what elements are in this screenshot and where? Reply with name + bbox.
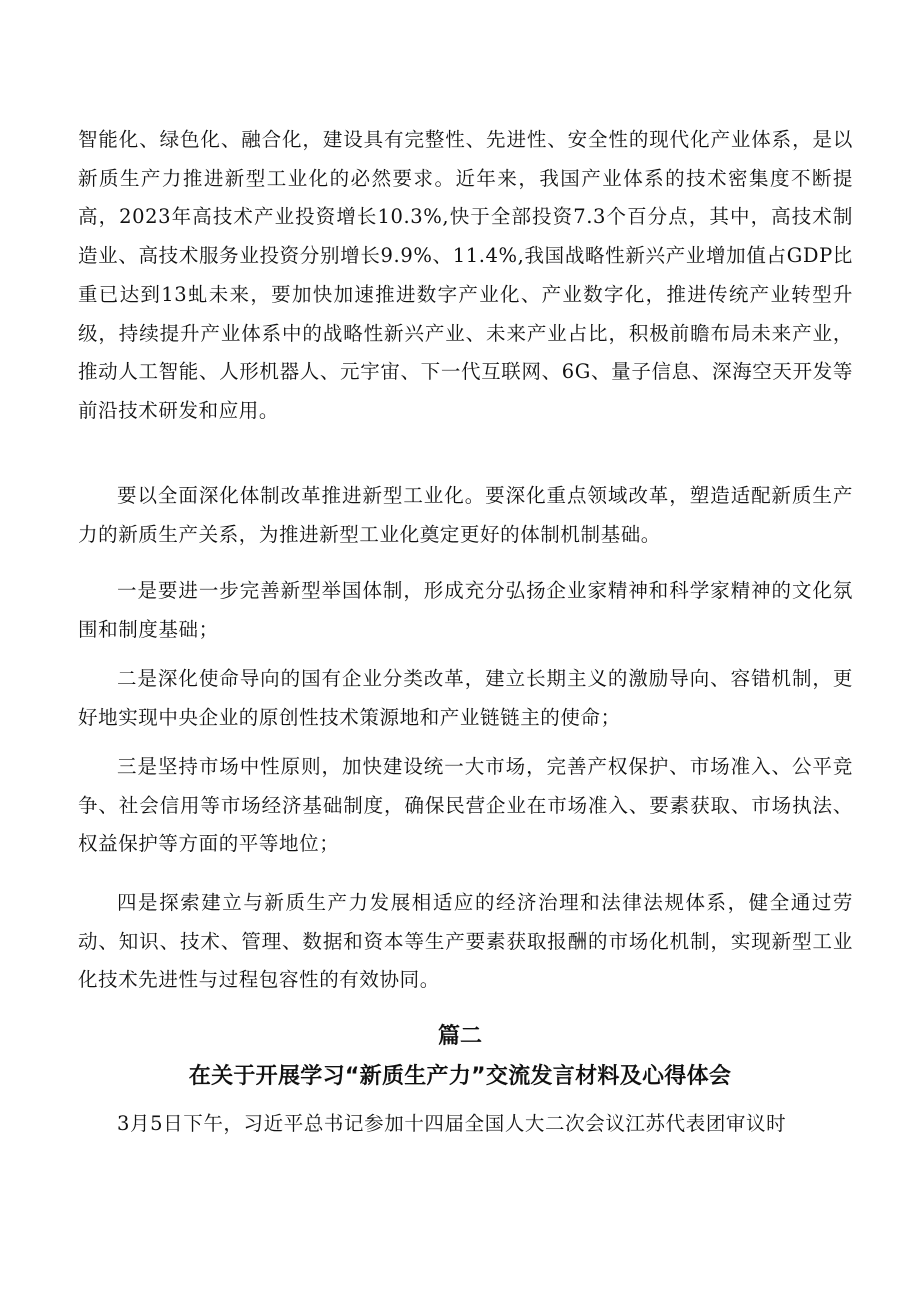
- closing-paragraph: 3月5日下午，习近平总书记参加十四届全国人大二次会议江苏代表团审议时: [117, 1112, 787, 1135]
- body-paragraph-4: 二是深化使命导向的国有企业分类改革，建立长期主义的激励导向、容错机制，更好地实现中央企业的原创性技术策源地和产业链链主的使命；: [78, 667, 853, 729]
- section-heading: 篇二: [437, 1024, 482, 1049]
- body-paragraph-6: 四是探索建立与新质生产力发展相适应的经济治理和法律法规体系，健全通过劳动、知识、技术、管理、数据和资本等生产要素获取报酬的市场化机制，实现新型工业化技术先进性与过程包容性的有效协同。: [78, 891, 853, 992]
- body-paragraph-1: 智能化、绿色化、融合化，建设具有完整性、先进性、安全性的现代化产业体系，是以新质生产力推进新型工业化的必然要求。近年来，我国产业体系的技术密集度不断提高，2023年高技术产业投资增长10.3%,快于全部投资7.3个百分点，其中，高技术制造业、高技术服务业投资分别增长9.9%、11.4%,我国战略性新兴产业增加值占GDP比重已达到13虬未来，要加快加速推进数字产业化、产业数字化，推进传统产业转型升级，持续提升产业体系中的战略性新兴产业、未来产业占比，积极前瞻布局未来产业，推动人工智能、人形机器人、元宇宙、下一代互联网、6G、量子信息、深海空天开发等前沿技术研发和应用。: [78, 128, 853, 422]
- body-paragraph-5: 三是坚持市场中性原则，加快建设统一大市场，完善产权保护、市场准入、公平竞争、社会信用等市场经济基础制度，确保民营企业在市场准入、要素获取、市场执法、权益保护等方面的平等地位；: [78, 755, 853, 856]
- body-paragraph-3: 一是要进一步完善新型举国体制，形成充分弘扬企业家精神和科学家精神的文化氛围和制度基础；: [78, 579, 853, 641]
- section-title: 在关于开展学习“新质生产力”交流发言材料及心得体会: [188, 1064, 732, 1089]
- body-paragraph-2: 要以全面深化体制改革推进新型工业化。要深化重点领域改革，塑造适配新质生产力的新质生产关系，为推进新型工业化奠定更好的体制机制基础。: [78, 484, 853, 546]
